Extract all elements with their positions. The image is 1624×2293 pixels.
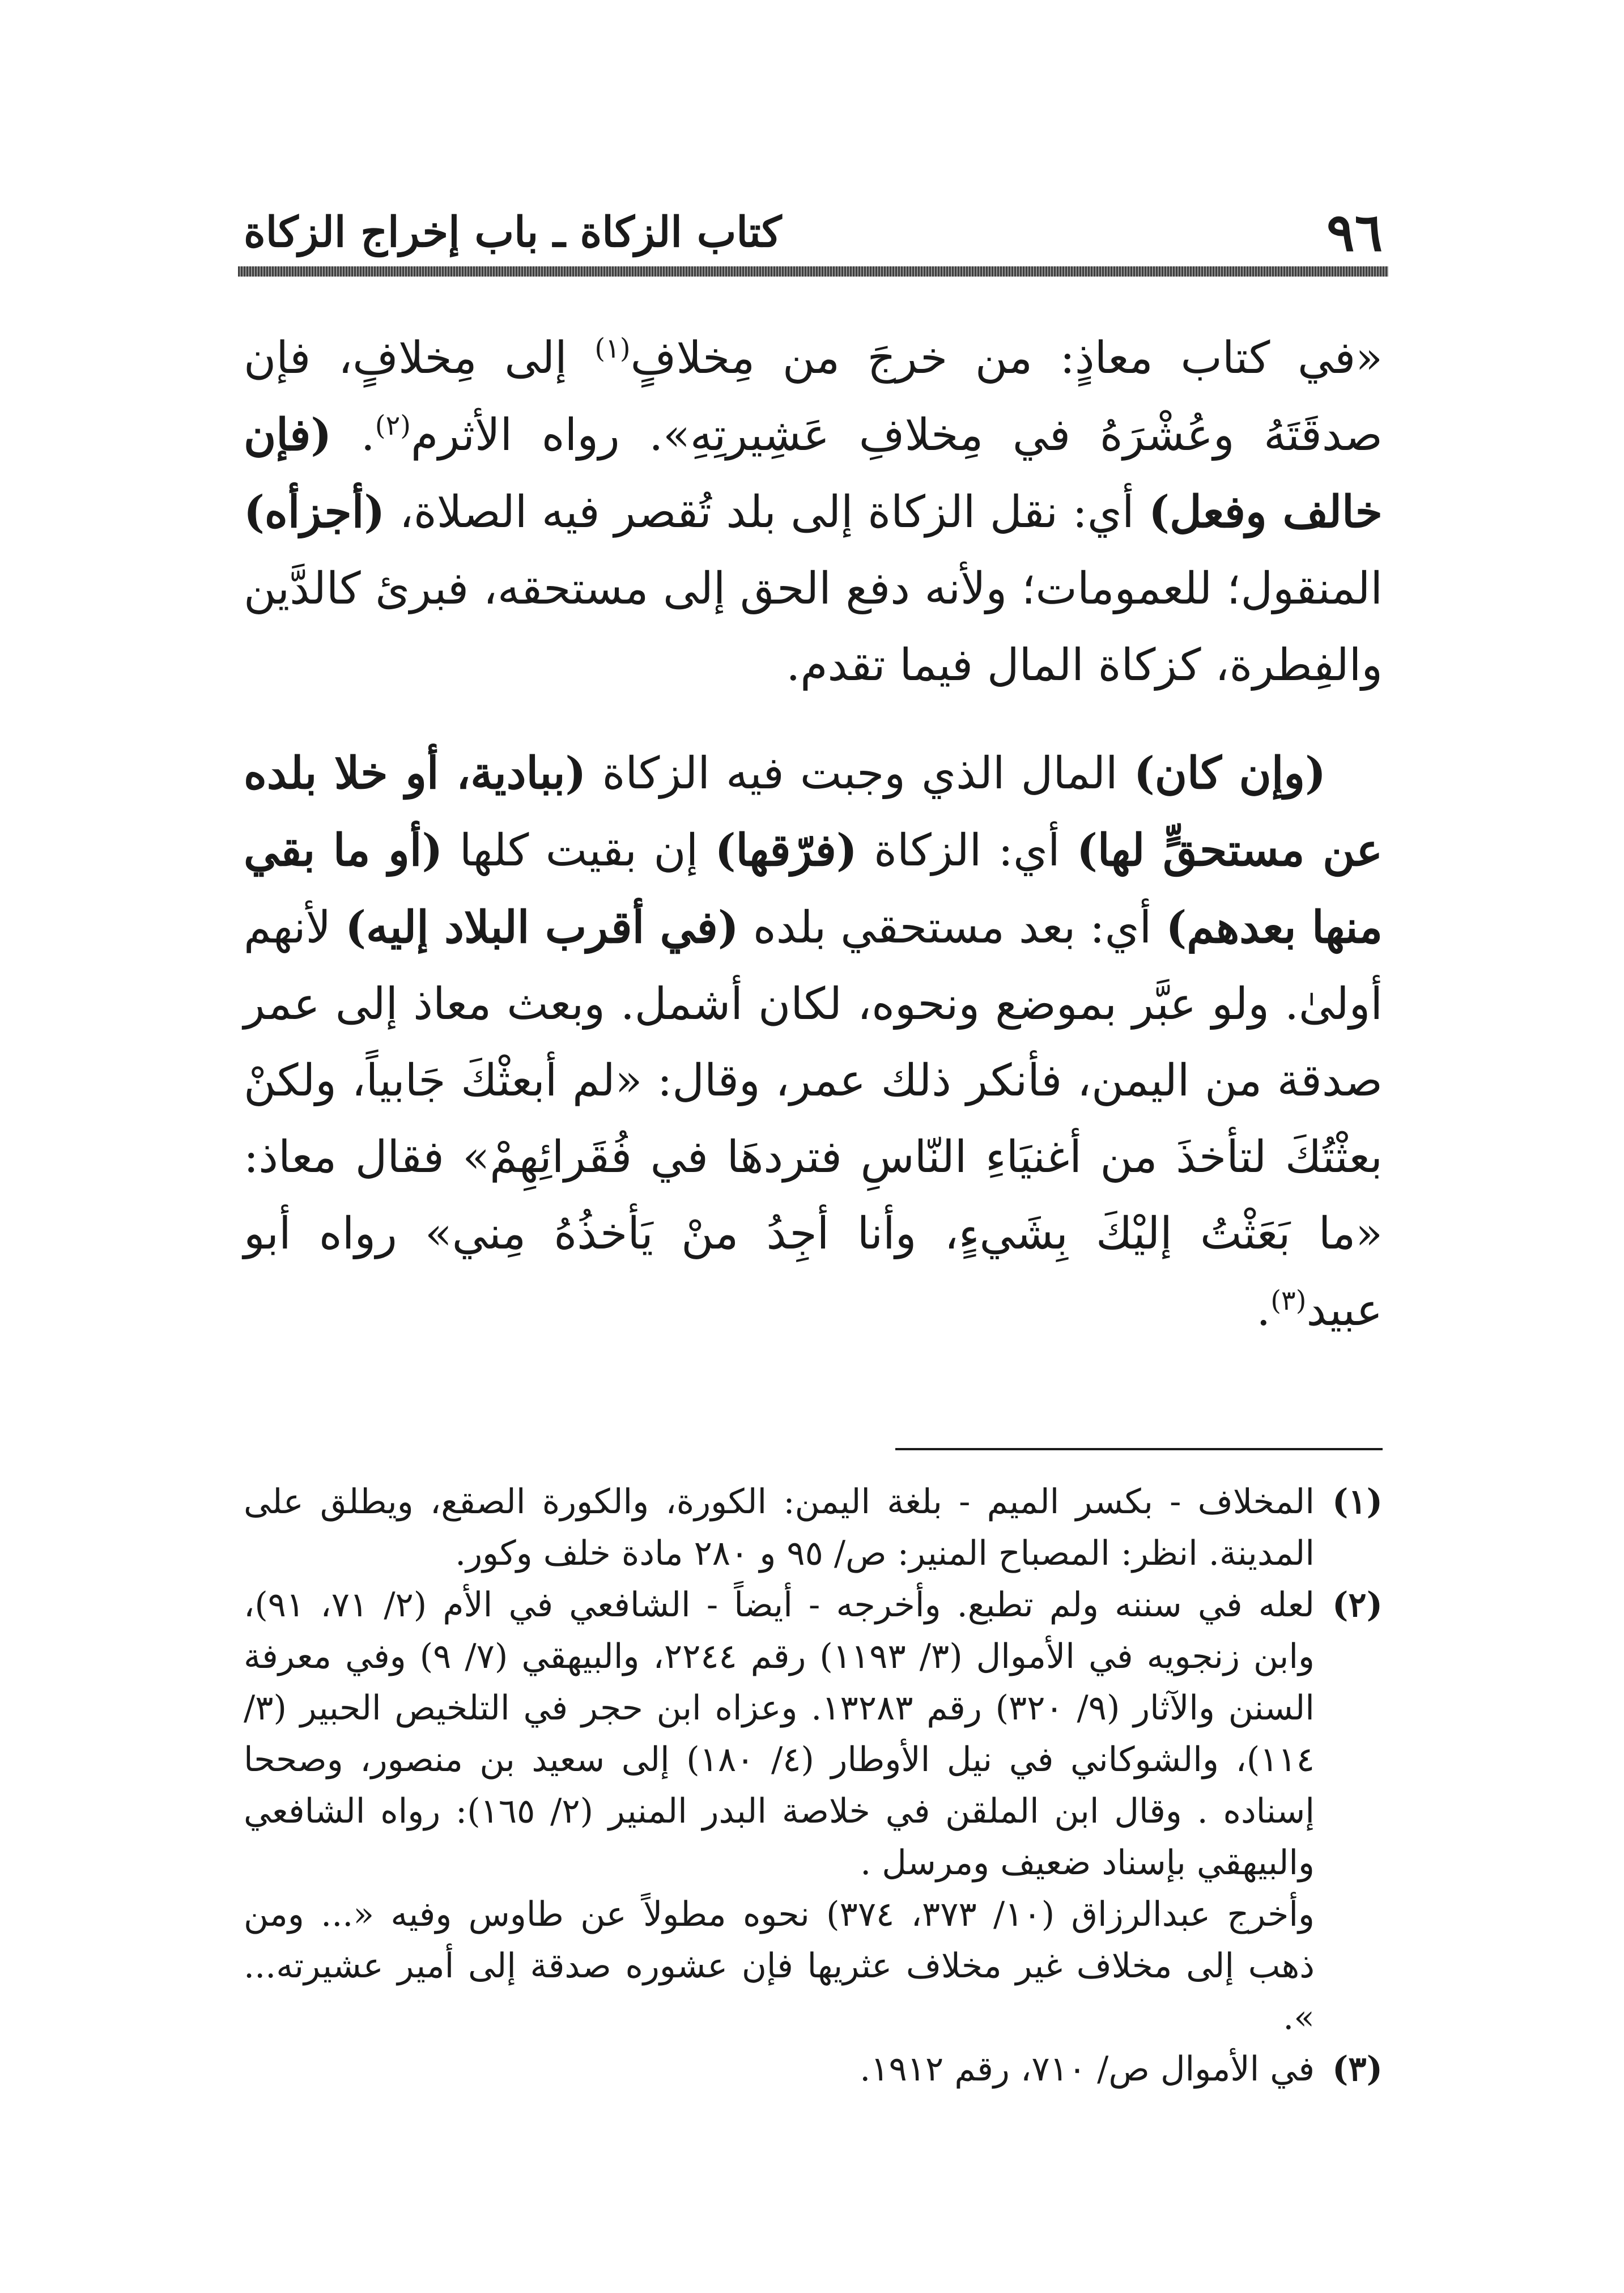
text-span: أي: بعد مستحقي بلده bbox=[738, 902, 1166, 953]
footnote-3 bbox=[244, 2044, 1383, 2095]
matn-text: (فرّقها) bbox=[715, 825, 857, 876]
footnote-ref-2: (٢) bbox=[375, 410, 411, 441]
main-text bbox=[244, 320, 1383, 1349]
text-span: إلى مِخلافٍ، فإن صدقَتَهُ وعُشْرَهُ في مِخلافِ عَشِيرتِهِ». رواه الأثرم bbox=[244, 333, 1383, 461]
footnote-number: (٣) bbox=[1332, 2049, 1383, 2089]
matn-text: (أو ما بقي منها بعدهم) bbox=[244, 825, 1383, 953]
footnote-text: في الأموال ص/ ٧١٠، رقم ١٩١٢. bbox=[860, 2049, 1315, 2089]
footnote-2 bbox=[244, 1579, 1383, 1889]
footnote-2-continuation: وأخرج عبدالرزاق (١٠/ ٣٧٣، ٣٧٤) نحوه مطولاً عن طاوس وفيه «... ومن ذهب إلى مخلاف غير مخلاف عثريها فإن عشوره صدقة إلى أمير عشيرته... ». bbox=[244, 1895, 1315, 2037]
text-span: أي: نقل الزكاة إلى بلد تُقصر فيه الصلاة، bbox=[385, 487, 1149, 538]
text-span: . bbox=[1256, 1285, 1271, 1336]
matn-text: (ببادية، أو خلا بلده عن مستحقٍّ لها) bbox=[244, 748, 1383, 876]
text-span: . bbox=[331, 410, 375, 461]
footnote-number: (١) bbox=[1332, 1482, 1383, 1522]
matn-text: (فإن خالف وفعل) bbox=[244, 409, 1383, 538]
footnote-text: لعله في سننه ولم تطبع. وأخرجه - أيضاً - الشافعي في الأم (٢/ ٧١، ٩١)، وابن زنجويه في الأموال (٣/ ١١٩٣) رقم ٢٢٤٤، والبيهقي (٧/ ٩) وفي معرفة السنن والآثار (٩/ ٣٢٠) رقم ١٣٢٨٣. وعزاه ابن حجر في التلخيص الحبير (٣/ ١١٤)، والشوكاني في نيل الأوطار (٤/ ١٨٠) إلى سعيد بن منصور، وصححا إسناده . وقال ابن الملقن في خلاصة البدر المنير (٢/ ١٦٥): رواه الشافعي والبيهقي بإسناد ضعيف ومرسل . bbox=[244, 1585, 1315, 1883]
text-span: لأنهم أولىٰ. ولو عبَّر بموضع ونحوه، لكان أشمل. وبعث معاذ إلى عمر صدقة من اليمن، فأنكر ذلك عمر، وقال: «لم أبعثْكَ جَابياً، ولكنْ بعثْتُكَ لتأخذَ من أغنيَاءِ النّاسِ فتردهَا في فُقَرائِهِمْ» فقال معاذ: «ما بَعَثْتُ إليْكَ بِشَيءٍ، وأنا أجِدُ منْ يَأخذُهُ مِني» رواه أبو عبيد bbox=[244, 902, 1383, 1336]
footnote-text: المخلاف - بكسر الميم - بلغة اليمن: الكورة، والكورة الصقع، ويطلق على المدينة. انظر: المصباح المنير: ص/ ٩٥ و ٢٨٠ مادة خلف وكور. bbox=[244, 1482, 1315, 1573]
text-span: المال الذي وجبت فيه الزكاة bbox=[586, 748, 1134, 799]
running-title: كتاب الزكاة ـ باب إخراج الزكاة bbox=[244, 208, 782, 257]
paragraph-1 bbox=[244, 320, 1383, 704]
text-span: إن بقيت كلها bbox=[443, 825, 715, 876]
header-divider bbox=[238, 266, 1388, 277]
footnote-ref-1: (١) bbox=[594, 333, 631, 364]
page-header bbox=[244, 201, 1383, 264]
page-number: ٩٦ bbox=[1327, 202, 1383, 263]
matn-text: (في أقرب البلاد إليه) bbox=[345, 902, 739, 953]
paragraph-2 bbox=[244, 735, 1383, 1349]
text-span: المنقول؛ للعمومات؛ ولأنه دفع الحق إلى مستحقه، فبرئ كالدَّين والفِطرة، كزكاة المال فيما تقدم. bbox=[244, 563, 1383, 691]
matn-text: (وإن كان) bbox=[1133, 748, 1326, 799]
footnote-1 bbox=[244, 1476, 1383, 1579]
text-span: أي: الزكاة bbox=[857, 825, 1077, 876]
footnote-ref-3: (٣) bbox=[1270, 1285, 1307, 1317]
text-span: «في كتاب معاذٍ: من خرجَ من مِخلافٍ bbox=[630, 333, 1383, 384]
matn-text: (أجزأه) bbox=[244, 486, 385, 538]
footnote-number: (٢) bbox=[1332, 1585, 1383, 1625]
footnotes bbox=[244, 1476, 1383, 2095]
footnote-divider bbox=[895, 1448, 1383, 1450]
